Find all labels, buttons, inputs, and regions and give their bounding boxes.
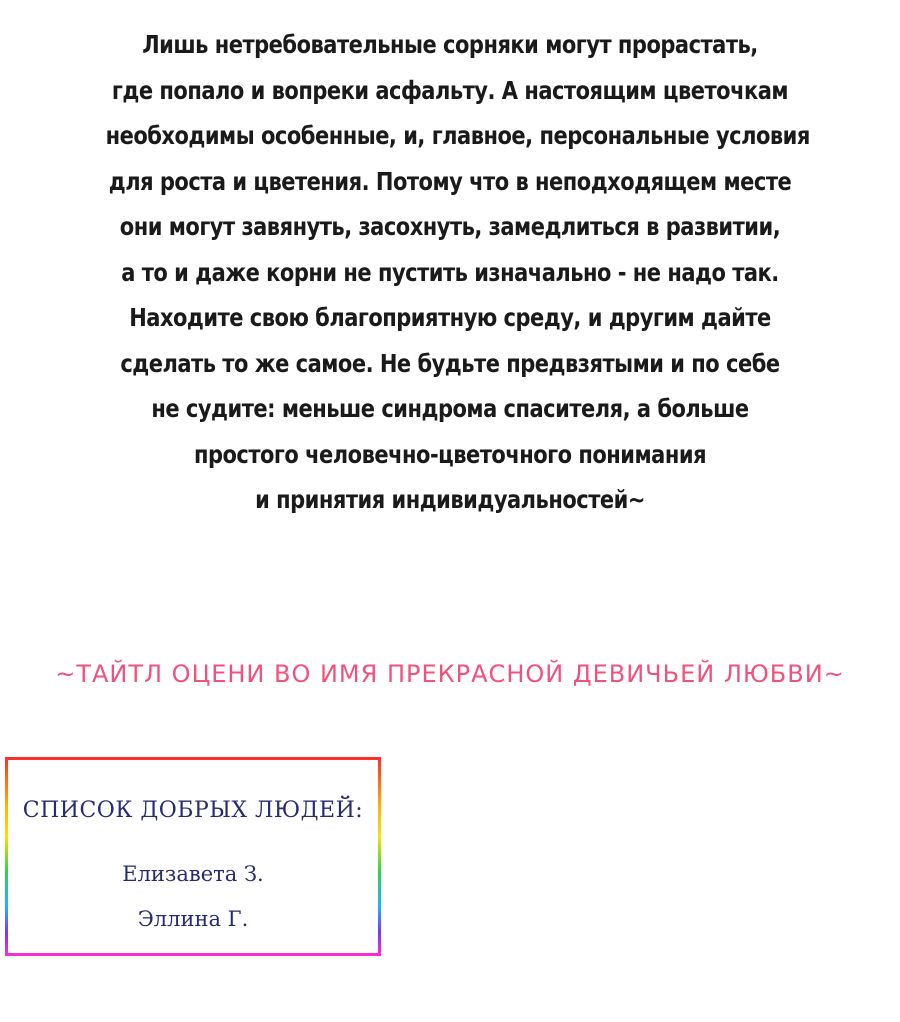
- message-text-block: [40, 22, 860, 523]
- thanks-list-box: [5, 757, 381, 956]
- message-line: для роста и цветения. Потому что в неподходящем месте: [108, 166, 792, 196]
- message-line: сделать то же самое. Не будьте предвзятыми и по себе: [120, 348, 780, 378]
- message-line: Лишь нетребовательные сорняки могут прорастать,: [142, 30, 758, 59]
- message-line: простого человечно-цветочного понимания: [193, 439, 707, 469]
- list-item: Елизавета З.: [122, 862, 264, 886]
- message-line: где попало и вопреки асфальту. А настоящим цветочкам: [111, 75, 789, 105]
- message-line: а то и даже корни не пустить изначально - не надо так.: [121, 257, 779, 287]
- list-item: Эллина Г.: [137, 907, 249, 931]
- message-line: не судите: меньше синдрома спасителя, а больше: [151, 394, 749, 423]
- message-line: и принятия индивидуальностей~: [255, 485, 645, 514]
- message-line: Находите свою благоприятную среду, и другим дайте: [129, 303, 771, 332]
- thanks-names-list: [8, 852, 378, 942]
- thanks-list-inner: [8, 760, 378, 953]
- message-line: необходимы особенные, и, главное, персональные условия: [105, 121, 810, 150]
- message-line: они могут завянуть, засохнуть, замедлиться в развитии,: [119, 212, 781, 241]
- rate-title-tagline: ~ТАЙТЛ ОЦЕНИ ВО ИМЯ ПРЕКРАСНОЙ ДЕВИЧЬЕЙ ЛЮБВИ~: [55, 660, 845, 688]
- thanks-list-title: СПИСОК ДОБРЫХ ЛЮДЕЙ:: [22, 798, 364, 823]
